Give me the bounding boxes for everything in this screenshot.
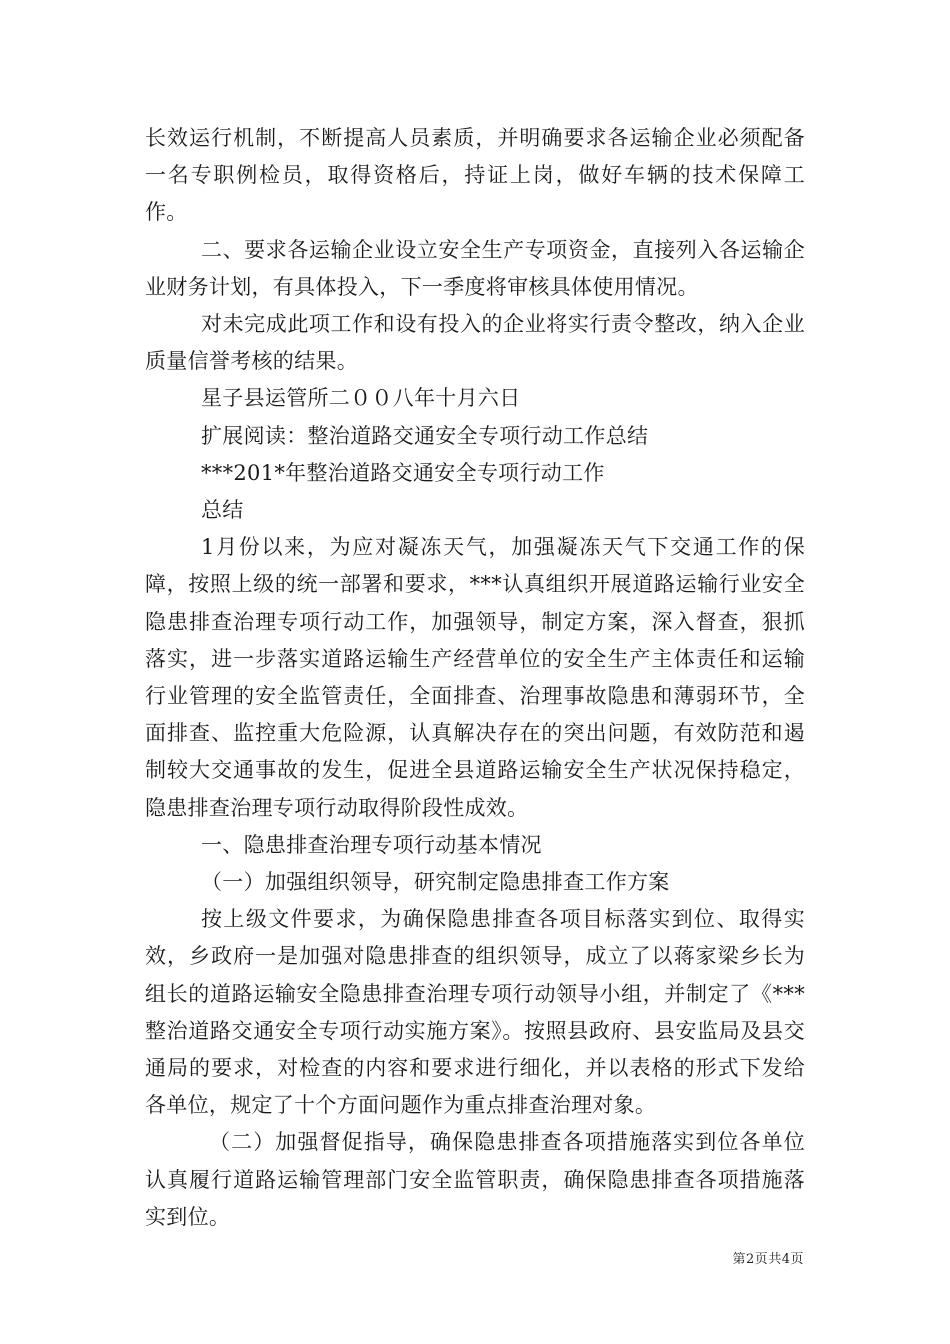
article-title: ***201*年整治道路交通安全专项行动工作 bbox=[201, 460, 605, 485]
subsection-heading-two: （二）加强督促指导，确保隐患排查各项措施落实到位各单位认真履行道路运输管理部门安全监管职责，确保隐患排查各项措施落实到位。 bbox=[145, 1130, 805, 1229]
paragraph-continuation: 长效运行机制，不断提高人员素质，并明确要求各运输企业必须配备一名专职例检员，取得资格后，持证上岗，做好车辆的技术保障工作。 bbox=[145, 126, 805, 225]
paragraph-organization: 按上级文件要求，为确保隐患排查各项目标落实到位、取得实效，乡政府一是加强对隐患排查的组织领导，成立了以蒋家梁乡长为组长的道路运输安全隐患排查治理专项行动领导小组，并制定了《***整治道路交通安全专项行动实施方案》。按照县政府、县安监局及县交通局的要求，对检查的内容和要求进行细化，并以表格的形式下发给各单位，规定了十个方面问题作为重点排查治理对象。 bbox=[145, 907, 805, 1118]
subsection-heading-one: （一）加强组织领导，研究制定隐患排查工作方案 bbox=[201, 870, 670, 895]
page-number: 第2页共4页 bbox=[732, 1252, 804, 1267]
paragraph-rectification: 对未完成此项工作和设有投入的企业将实行责令整改，纳入企业质量信誉考核的结果。 bbox=[145, 312, 805, 374]
document-body bbox=[145, 120, 805, 1236]
paragraph-section-two: 二、要求各运输企业设立安全生产专项资金，直接列入各运输企业财务计划，有具体投入，下一季度将审核具体使用情况。 bbox=[145, 237, 805, 299]
section-heading-one: 一、隐患排查治理专项行动基本情况 bbox=[201, 832, 542, 857]
paragraph-intro: 1月份以来，为应对凝冻天气，加强凝冻天气下交通工作的保障，按照上级的统一部署和要求，***认真组织开展道路运输行业安全隐患排查治理专项行动工作，加强领导，制定方案，深入督查，狠抓落实，进一步落实道路运输生产经营单位的安全生产主体责任和运输行业管理的安全监管责任，全面排查、治理事故隐患和薄弱环节，全面排查、监控重大危险源，认真解决存在的突出问题，有效防范和遏制较大交通事故的发生，促进全县道路运输安全生产状况保持稳定，隐患排查治理专项行动取得阶段性成效。 bbox=[145, 535, 805, 820]
signature-line: 星子县运管所二００八年十月六日 bbox=[201, 386, 521, 411]
extended-reading-heading: 扩展阅读：整治道路交通安全专项行动工作总结 bbox=[201, 423, 649, 448]
article-title-continued: 总结 bbox=[201, 498, 244, 523]
